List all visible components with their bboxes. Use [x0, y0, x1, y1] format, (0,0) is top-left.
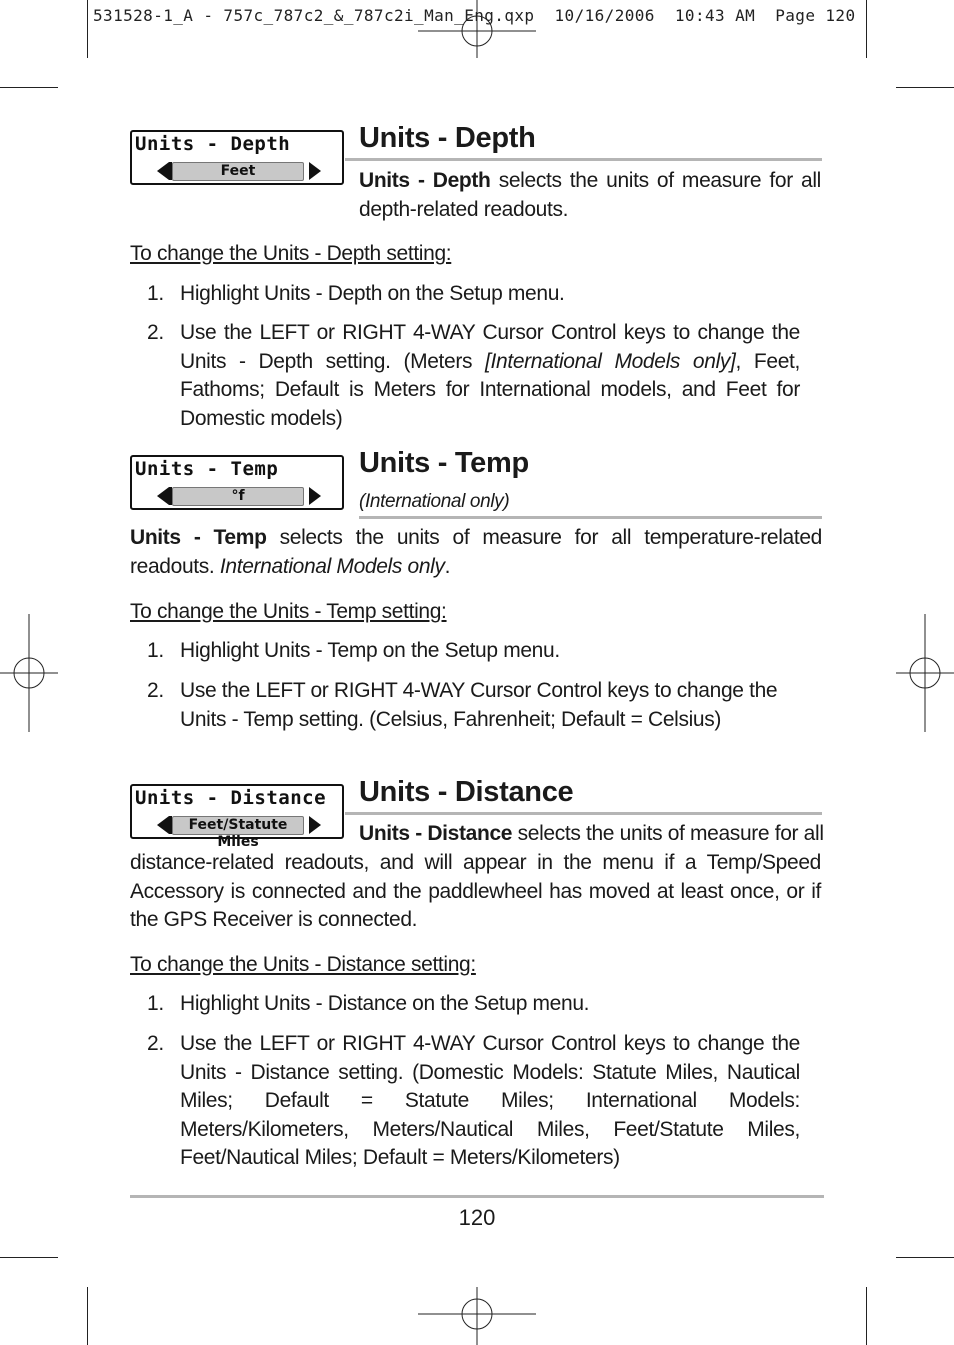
howto-heading: To change the Units - Distance setting: — [130, 953, 476, 976]
widget-title: Units - Distance — [135, 787, 327, 809]
list-number: 2. — [147, 679, 164, 702]
registration-mark-right — [894, 614, 954, 732]
list-item — [147, 280, 800, 310]
title-rule — [345, 812, 822, 815]
crop-mark — [87, 0, 88, 58]
list-text: Highlight Units - Temp on the Setup menu. — [180, 639, 560, 662]
section-title: Units - Distance — [359, 776, 574, 808]
widget-title: Units - Depth — [135, 133, 291, 155]
widget-title: Units - Temp — [135, 458, 279, 480]
crop-mark — [866, 1287, 867, 1345]
crop-mark — [87, 1287, 88, 1345]
step-text: Use the LEFT or RIGHT 4-WAY Cursor Control keys to change the Units - Depth setting. (Meters — [180, 321, 800, 373]
list-text: Use the LEFT or RIGHT 4-WAY Cursor Control keys to change the Units - Distance setting. (Domestic Models: Statute Miles, Nautical Miles; Default = Statute Miles; International Models: Meters/Kilometers, Meters/Nautical Miles, Feet/Statute Miles, Feet/Nautical Miles; Default = Meters/Kilometers) — [180, 1032, 800, 1170]
list-item — [147, 319, 800, 430]
section-title: Units - Temp — [359, 447, 529, 479]
list-text: Use the LEFT or RIGHT 4-WAY Cursor Control keys to change the Units - Temp setting. (Celsius, Fahrenheit; Default = Celsius) — [180, 679, 778, 731]
list-number: 1. — [147, 282, 164, 305]
intro-bold: Units - Temp — [130, 526, 267, 549]
howto-heading: To change the Units - Depth setting: — [130, 242, 452, 265]
left-arrow-icon — [157, 816, 169, 834]
crop-mark — [0, 1257, 58, 1258]
right-arrow-icon — [309, 816, 321, 834]
right-arrow-icon — [309, 162, 321, 180]
list-number: 1. — [147, 639, 164, 662]
list-number: 2. — [147, 321, 164, 344]
crop-mark — [896, 1257, 954, 1258]
widget-value: °f — [172, 487, 304, 506]
intro-text: selects the units of measure for all depth-related readouts. — [359, 169, 821, 221]
list-text — [180, 319, 800, 433]
registration-mark-top — [418, 0, 536, 60]
list-number: 1. — [147, 992, 164, 1015]
intro-italic: International Models only — [219, 554, 445, 578]
widget-value: Feet — [172, 162, 304, 181]
crop-mark — [866, 0, 867, 58]
list-text: Highlight Units - Distance on the Setup menu. — [180, 992, 590, 1015]
list-item — [147, 990, 800, 1020]
left-arrow-icon — [157, 487, 169, 505]
menu-widget-units-depth — [130, 130, 344, 185]
intro-end: . — [444, 554, 451, 578]
list-text: Highlight Units - Depth on the Setup menu. — [180, 282, 565, 305]
step-text: , Feet, Fathoms; Default is Meters for International models, and Feet for Domestic models) — [180, 349, 800, 430]
registration-mark-bottom — [418, 1285, 536, 1345]
section-subtitle: (International only) — [359, 491, 510, 512]
section-intro — [359, 167, 821, 224]
intro-bold: Units - Distance — [359, 822, 513, 845]
menu-widget-units-temp — [130, 455, 344, 510]
list-item — [147, 1030, 800, 1180]
footer-rule — [130, 1195, 824, 1198]
menu-widget-units-distance — [130, 784, 344, 850]
title-rule — [359, 516, 822, 519]
section-intro — [130, 524, 822, 581]
print-slug: 531528-1_A - 757c_787c2_&_787c2i_Man_Eng.qxp 10/16/2006 10:43 AM Page 120 — [93, 6, 856, 25]
left-arrow-icon — [157, 162, 169, 180]
howto-heading: To change the Units - Temp setting: — [130, 600, 447, 623]
list-item — [147, 677, 800, 737]
step-italic: [International Models only] — [485, 349, 736, 373]
list-number: 2. — [147, 1032, 164, 1055]
section-intro-line1 — [359, 820, 824, 849]
widget-value: Feet/Statute Miles — [172, 816, 304, 835]
section-intro-rest: distance-related readouts, and will appear in the menu if a Temp/Speed Accessory is connected and the paddlewheel has moved at least once, or if the GPS Receiver is connected. — [130, 851, 821, 932]
intro-text: selects the units of measure for all temperature-related readouts. — [130, 526, 822, 578]
crop-mark — [0, 87, 58, 88]
crop-mark — [896, 87, 954, 88]
intro-bold: Units - Depth — [359, 169, 491, 192]
registration-mark-left — [0, 614, 60, 732]
right-arrow-icon — [309, 487, 321, 505]
intro-text: selects the units of measure for all — [512, 822, 824, 845]
title-rule — [345, 158, 822, 161]
section-title: Units - Depth — [359, 122, 536, 154]
page-number: 120 — [458, 1205, 496, 1230]
list-item — [147, 637, 800, 667]
